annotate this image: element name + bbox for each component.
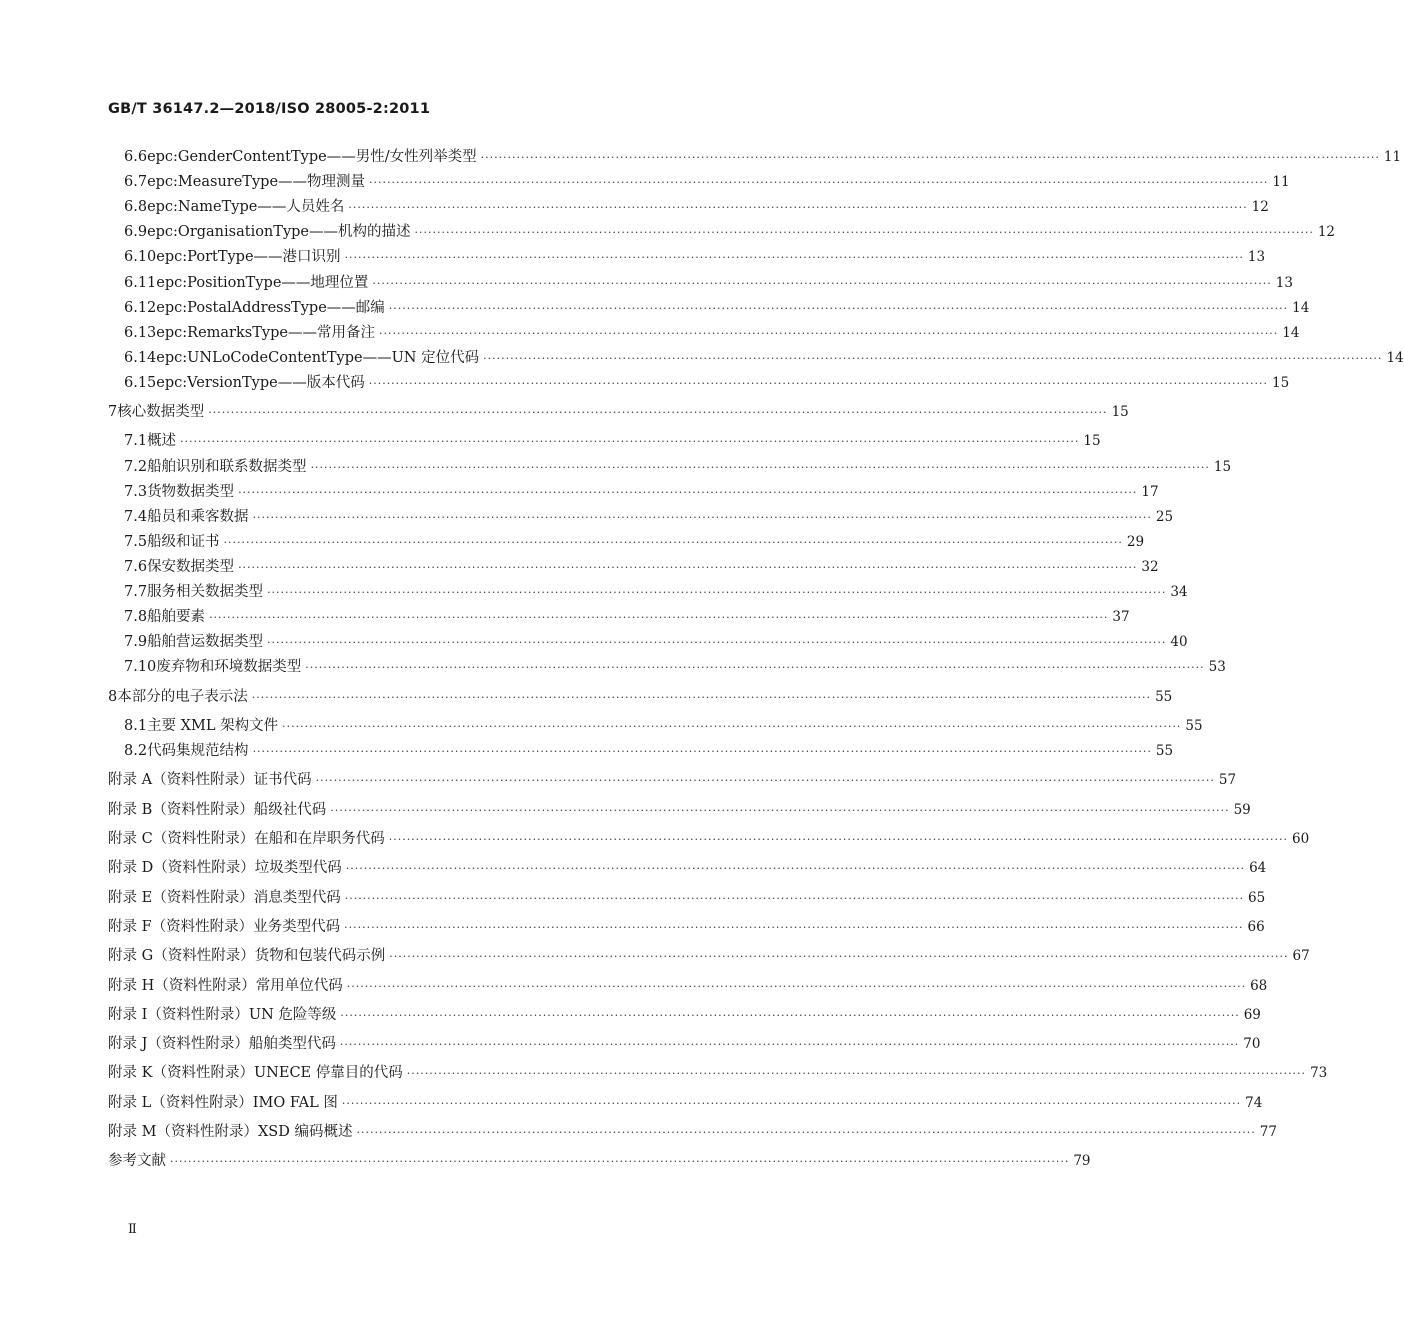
toc-dot-leader: ········································································································································································································ xyxy=(267,636,1167,650)
toc-dot-leader: ········································································································································································································ xyxy=(170,1155,1070,1169)
toc-dot-leader: ········································································································································································································ xyxy=(305,661,1205,675)
toc-dot-leader: ········································································································································································································ xyxy=(208,406,1108,420)
toc-entry-number: 附录 E（资料性附录） xyxy=(108,889,254,906)
toc-entry-number: 7.2 xyxy=(124,458,148,475)
toc-entry-page: 15 xyxy=(1083,433,1101,450)
toc-dot-leader: ········································································································································································································ xyxy=(238,560,1138,574)
toc-entry[interactable] xyxy=(108,1003,1261,1023)
toc-entry[interactable] xyxy=(124,455,1232,475)
toc-entry[interactable] xyxy=(108,974,1268,994)
toc-entry-title: 参考文献 xyxy=(108,1153,166,1170)
toc-entry-number: 附录 M（资料性附录） xyxy=(108,1124,258,1140)
toc-entry[interactable] xyxy=(124,580,1188,600)
toc-dot-leader: ········································································································································································································ xyxy=(414,226,1314,240)
toc-dot-leader: ········································································································································································································ xyxy=(344,891,1245,905)
toc-entry-page: 60 xyxy=(1292,831,1310,847)
toc-entry-page: 13 xyxy=(1247,249,1266,266)
toc-dot-leader: ········································································································································································································ xyxy=(315,774,1215,788)
toc-entry[interactable] xyxy=(124,605,1130,626)
toc-entry-number: 7.7 xyxy=(124,584,148,600)
toc-dot-leader: ········································································································································································································ xyxy=(340,1008,1240,1022)
toc-dot-leader: ········································································································································································································ xyxy=(341,1096,1242,1110)
toc-entry[interactable] xyxy=(124,245,1266,266)
toc-entry-title: 保安数据类型 xyxy=(147,558,235,575)
toc-entry[interactable] xyxy=(108,685,1173,705)
toc-entry[interactable] xyxy=(124,271,1293,291)
toc-dot-leader: ········································································································································································································ xyxy=(344,920,1244,934)
toc-entry[interactable] xyxy=(124,739,1174,759)
toc-entry-page: 64 xyxy=(1249,860,1267,877)
toc-entry-number: 7.8 xyxy=(124,609,148,626)
toc-entry-page: 15 xyxy=(1272,374,1290,391)
toc-entry[interactable] xyxy=(124,371,1290,391)
toc-dot-leader: ········································································································································································································ xyxy=(238,485,1138,499)
toc-entry-title: 代码集规范结构 xyxy=(147,742,249,759)
toc-entry-page: 57 xyxy=(1218,772,1237,789)
toc-entry-title: epc:NameType——人员姓名 xyxy=(147,199,345,216)
toc-entry-page: 65 xyxy=(1248,889,1266,906)
toc-entry-number: 附录 K（资料性附录） xyxy=(108,1065,254,1082)
toc-entry-title: 服务相关数据类型 xyxy=(147,584,264,600)
toc-dot-leader: ········································································································································································································ xyxy=(344,251,1244,265)
toc-entry-title: epc:MeasureType——物理测量 xyxy=(147,174,366,191)
toc-entry-number: 附录 L（资料性附录） xyxy=(108,1094,253,1111)
toc-entry-title: 垃圾类型代码 xyxy=(254,860,342,877)
toc-entry-title: epc:RemarksType——常用备注 xyxy=(156,324,375,341)
toc-dot-leader: ········································································································································································································ xyxy=(252,510,1152,524)
toc-entry-title: 业务类型代码 xyxy=(253,918,341,935)
toc-dot-leader: ········································································································································································································ xyxy=(267,586,1167,599)
toc-entry-title: epc:PostalAddressType——邮编 xyxy=(156,299,385,316)
toc-entry[interactable] xyxy=(108,400,1129,421)
toc-entry[interactable] xyxy=(108,1032,1261,1053)
toc-entry-page: 67 xyxy=(1292,948,1310,965)
toc-entry-title: epc:PositionType——地理位置 xyxy=(156,274,369,291)
toc-entry-page: 11 xyxy=(1383,149,1402,165)
toc-entry-number: 附录 B（资料性附录） xyxy=(108,801,254,818)
toc-entry-page: 34 xyxy=(1170,584,1188,600)
toc-entry-page: 53 xyxy=(1208,659,1226,676)
toc-dot-leader: ········································································································································································································ xyxy=(180,435,1080,449)
toc-entry-title: 常用单位代码 xyxy=(255,977,343,994)
toc-entry-number: 7.6 xyxy=(124,558,148,575)
toc-dot-leader: ········································································································································································································ xyxy=(282,719,1182,733)
toc-entry-page: 14 xyxy=(1282,324,1300,341)
toc-entry-page: 40 xyxy=(1170,634,1188,651)
toc-entry[interactable] xyxy=(108,886,1266,906)
toc-entry[interactable] xyxy=(124,220,1336,241)
toc-entry-title: XSD 编码概述 xyxy=(257,1124,353,1140)
toc-entry-title: 在船和在岸职务代码 xyxy=(254,831,385,847)
toc-entry-page: 15 xyxy=(1111,404,1129,421)
toc-dot-leader: ········································································································································································································ xyxy=(252,744,1152,758)
toc-dot-leader: ········································································································································································································ xyxy=(389,950,1289,964)
toc-entry-number: 6.7 xyxy=(124,174,148,191)
toc-entry-title: 船舶识别和联系数据类型 xyxy=(147,458,307,475)
toc-entry[interactable] xyxy=(108,1061,1328,1082)
toc-entry-title: 船舶类型代码 xyxy=(248,1036,336,1053)
toc-dot-leader: ········································································································································································································ xyxy=(356,1126,1256,1139)
toc-entry-number: 6.15 xyxy=(124,374,157,391)
toc-dot-leader: ········································································································································································································ xyxy=(388,301,1289,315)
toc-entry-page: 37 xyxy=(1112,609,1130,626)
toc-entry-number: 7.4 xyxy=(124,508,148,525)
toc-entry-number: 8.1 xyxy=(124,717,148,734)
toc-entry-title: 船舶营运数据类型 xyxy=(147,634,264,651)
toc-entry[interactable] xyxy=(124,714,1203,734)
toc-entry-number: 附录 J（资料性附录） xyxy=(108,1036,249,1053)
toc-entry[interactable] xyxy=(108,1120,1277,1140)
toc-dot-leader: ········································································································································································································ xyxy=(388,833,1289,846)
toc-dot-leader: ········································································································································································································ xyxy=(483,351,1383,365)
toc-entry[interactable] xyxy=(124,480,1159,500)
toc-entry-title: epc:VersionType——版本代码 xyxy=(156,374,365,391)
toc-entry-page: 70 xyxy=(1243,1036,1261,1053)
toc-entry[interactable] xyxy=(108,1091,1263,1111)
toc-entry-title: epc:PortType——港口识别 xyxy=(156,249,341,266)
toc-entry-number: 7.9 xyxy=(124,634,148,651)
toc-dot-leader: ········································································································································································································ xyxy=(378,326,1279,340)
toc-entry-page: 77 xyxy=(1259,1124,1277,1140)
toc-entry[interactable] xyxy=(108,827,1310,847)
toc-entry-number: 8.2 xyxy=(124,742,148,759)
toc-dot-leader: ········································································································································································································ xyxy=(368,376,1269,390)
toc-entry[interactable] xyxy=(124,655,1226,676)
toc-entry[interactable] xyxy=(124,170,1290,191)
toc-dot-leader: ········································································································································································································ xyxy=(406,1067,1307,1081)
toc-entry-title: IMO FAL 图 xyxy=(252,1094,338,1111)
toc-entry-title: 主要 XML 架构文件 xyxy=(147,717,279,734)
toc-entry-number: 附录 A（资料性附录） xyxy=(108,772,254,789)
toc-dot-leader: ········································································································································································································ xyxy=(480,151,1380,164)
toc-entry-page: 74 xyxy=(1245,1094,1263,1111)
toc-entry-number: 6.9 xyxy=(124,224,148,241)
toc-entry-number: 附录 C（资料性附录） xyxy=(108,831,255,847)
toc-entry-page: 12 xyxy=(1251,199,1269,216)
toc-entry-title: UNECE 停靠目的代码 xyxy=(253,1065,403,1082)
toc-entry[interactable] xyxy=(124,195,1269,216)
toc-entry[interactable] xyxy=(124,321,1300,341)
toc-entry-page: 12 xyxy=(1317,224,1336,241)
toc-entry-number: 6.10 xyxy=(124,249,157,266)
toc-entry-number: 附录 D（资料性附录） xyxy=(108,860,255,877)
toc-dot-leader: ········································································································································································································ xyxy=(251,690,1152,704)
toc-dot-leader: ········································································································································································································ xyxy=(339,1038,1240,1052)
toc-dot-leader: ········································································································································································································ xyxy=(209,611,1109,625)
toc-entry[interactable] xyxy=(124,429,1101,450)
toc-entry[interactable] xyxy=(124,296,1310,316)
toc-entry-title: epc:OrganisationType——机构的描述 xyxy=(147,224,411,241)
toc-dot-leader: ········································································································································································································ xyxy=(369,176,1269,190)
toc-entry-title: 概述 xyxy=(147,433,177,450)
toc-entry-page: 14 xyxy=(1386,349,1404,366)
toc-entry-title: 核心数据类型 xyxy=(117,404,205,421)
toc-entry[interactable] xyxy=(108,944,1310,965)
toc-entry-title: 废弃物和环境数据类型 xyxy=(156,659,302,676)
toc-entry-page: 11 xyxy=(1272,174,1290,191)
toc-entry-page: 55 xyxy=(1155,742,1174,759)
toc-entry-page: 55 xyxy=(1185,717,1203,734)
toc-entry-title: 货物数据类型 xyxy=(147,483,235,500)
toc-entry[interactable] xyxy=(108,768,1237,789)
toc-entry-title: 证书代码 xyxy=(253,772,312,789)
toc-entry-page: 14 xyxy=(1292,299,1310,316)
toc-entry-number: 7 xyxy=(108,404,118,421)
toc-entry-number: 6.14 xyxy=(124,349,157,366)
toc-entry-number: 6.8 xyxy=(124,199,148,216)
toc-entry-page: 59 xyxy=(1233,801,1251,818)
standard-header: GB/T 36147.2—2018/ISO 28005-2:2011 xyxy=(108,101,431,117)
toc-entry-title: UN 危险等级 xyxy=(248,1006,337,1023)
toc-entry-page: 29 xyxy=(1126,533,1145,550)
toc-entry-number: 6.6 xyxy=(124,149,148,165)
toc-dot-leader: ········································································································································································································ xyxy=(346,979,1247,993)
toc-dot-leader: ········································································································································································································ xyxy=(310,460,1210,474)
toc-entry-number: 附录 I（资料性附录） xyxy=(108,1006,249,1023)
toc-entry-number: 8 xyxy=(108,688,118,705)
toc-entry-page: 73 xyxy=(1310,1065,1328,1082)
toc-entry-number: 附录 H（资料性附录） xyxy=(108,977,256,994)
toc-entry-page: 13 xyxy=(1275,274,1293,291)
toc-entry-title: 船舶要素 xyxy=(147,609,206,626)
toc-dot-leader: ········································································································································································································ xyxy=(348,201,1248,215)
toc-entry[interactable] xyxy=(124,505,1174,525)
toc-entry-title: 货物和包装代码示例 xyxy=(254,948,386,965)
toc-entry[interactable] xyxy=(124,630,1188,651)
toc-entry[interactable] xyxy=(108,798,1251,818)
toc-entry-page: 55 xyxy=(1155,688,1173,705)
toc-entry-page: 32 xyxy=(1141,558,1159,575)
page-number: Ⅱ xyxy=(128,1222,138,1237)
toc-entry-number: 6.13 xyxy=(124,324,157,341)
toc-entry[interactable] xyxy=(124,530,1145,550)
toc-entry-number: 7.1 xyxy=(124,433,148,450)
toc-entry[interactable] xyxy=(124,346,1404,366)
toc-entry-page: 68 xyxy=(1250,977,1268,994)
toc-entry-title: 船员和乘客数据 xyxy=(147,508,249,525)
toc-entry-page: 79 xyxy=(1073,1153,1091,1170)
toc-entry-number: 附录 G（资料性附录） xyxy=(108,948,255,965)
toc-entry-number: 6.11 xyxy=(124,274,157,291)
toc-entry-title: 本部分的电子表示法 xyxy=(117,688,248,705)
toc-entry-page: 25 xyxy=(1155,508,1174,525)
toc-entry-number: 7.10 xyxy=(124,659,157,676)
toc-dot-leader: ········································································································································································································ xyxy=(345,862,1246,876)
toc-entry-page: 17 xyxy=(1141,483,1159,500)
toc-dot-leader: ········································································································································································································ xyxy=(372,276,1272,290)
toc-entry-title: epc:UNLoCodeContentType——UN 定位代码 xyxy=(156,349,480,366)
toc-entry-title: 消息类型代码 xyxy=(253,889,341,906)
toc-entry-title: epc:GenderContentType——男性/女性列举类型 xyxy=(147,149,477,165)
toc-entry-number: 7.3 xyxy=(124,483,148,500)
toc-dot-leader: ········································································································································································································ xyxy=(223,535,1123,549)
toc-entry-page: 69 xyxy=(1243,1006,1261,1023)
toc-entry[interactable] xyxy=(108,856,1267,877)
toc-entry-title: 船级社代码 xyxy=(253,801,327,818)
toc-entry-title: 船级和证书 xyxy=(147,533,220,550)
toc-entry-page: 15 xyxy=(1213,458,1232,475)
toc-entry-number: 7.5 xyxy=(124,533,148,550)
toc-entry[interactable] xyxy=(108,1149,1091,1170)
toc-entry[interactable] xyxy=(124,145,1402,165)
toc-entry-page: 66 xyxy=(1247,918,1265,935)
toc-entry[interactable] xyxy=(124,555,1159,575)
toc-dot-leader: ········································································································································································································ xyxy=(330,803,1230,817)
toc-entry-number: 附录 F（资料性附录） xyxy=(108,918,254,935)
toc-entry[interactable] xyxy=(108,915,1265,935)
toc-entry-number: 6.12 xyxy=(124,299,157,316)
